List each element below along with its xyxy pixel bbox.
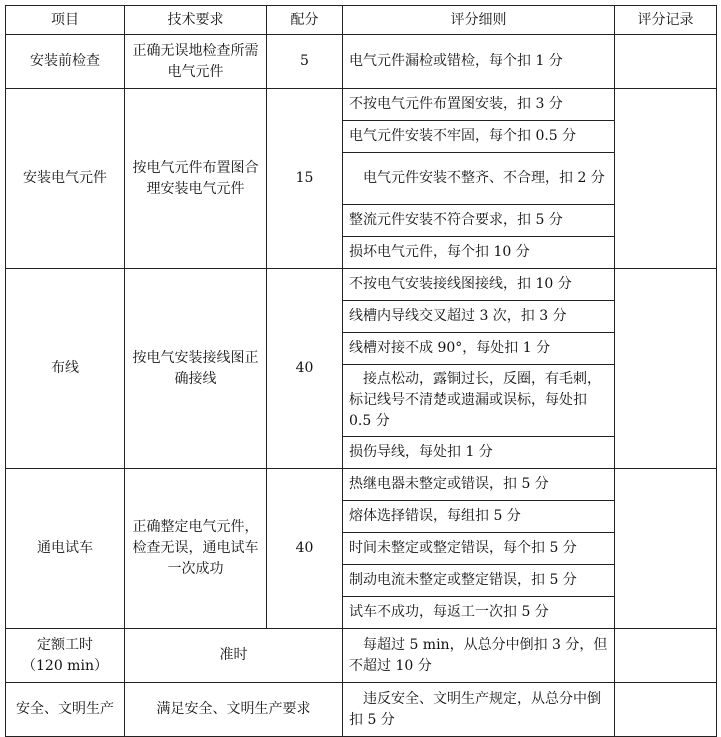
criteria-item: 损坏电气元件，每个扣 10 分 <box>343 237 615 269</box>
criteria-item: 损伤导线，每处扣 1 分 <box>343 437 615 469</box>
time-item-line2: （120 min） <box>22 657 108 674</box>
row-item: 安装前检查 <box>6 35 125 89</box>
row-score: 40 <box>267 469 343 629</box>
header-score: 配分 <box>267 6 343 35</box>
row-item: 通电试车 <box>6 469 125 629</box>
time-row-item <box>6 629 125 683</box>
criteria-item: 试车不成功，每返工一次扣 5 分 <box>343 597 615 629</box>
table-row <box>6 629 717 683</box>
row-score: 5 <box>267 35 343 89</box>
header-requirement: 技术要求 <box>125 6 267 35</box>
record-cell[interactable] <box>615 629 717 683</box>
safety-row-item: 安全、文明生产 <box>6 683 125 737</box>
table-row <box>6 269 717 301</box>
time-item-line1: 定额工时 <box>37 636 93 653</box>
row-requirement: 按电气安装接线图正确接线 <box>125 269 267 469</box>
safety-row-requirement: 满足安全、文明生产要求 <box>125 683 343 737</box>
criteria-item: 时间未整定或整定错误，每个扣 5 分 <box>343 533 615 565</box>
row-score: 40 <box>267 269 343 469</box>
table-row <box>6 89 717 121</box>
criteria-item: 不按电气安装接线图接线，扣 10 分 <box>343 269 615 301</box>
record-cell[interactable] <box>615 35 717 89</box>
scoring-table <box>5 5 717 737</box>
criteria-item: 热继电器未整定或错误，扣 5 分 <box>343 469 615 501</box>
record-cell[interactable] <box>615 469 717 629</box>
header-record: 评分记录 <box>615 6 717 35</box>
record-cell[interactable] <box>615 89 717 269</box>
criteria-item: 线槽内导线交叉超过 3 次，扣 3 分 <box>343 301 615 333</box>
criteria-item: 不按电气元件布置图安装，扣 3 分 <box>343 89 615 121</box>
criteria-item: 每超过 5 min，从总分中倒扣 3 分，但不超过 10 分 <box>343 629 615 683</box>
record-cell[interactable] <box>615 269 717 469</box>
criteria-item: 线槽对接不成 90°，每处扣 1 分 <box>343 333 615 365</box>
table-row <box>6 35 717 89</box>
table-row <box>6 683 717 737</box>
row-requirement: 按电气元件布置图合理安装电气元件 <box>125 89 267 269</box>
criteria-item: 电气元件安装不牢固，每个扣 0.5 分 <box>343 121 615 153</box>
table-row <box>6 469 717 501</box>
criteria-item: 整流元件安装不符合要求，扣 5 分 <box>343 205 615 237</box>
criteria-item: 接点松动，露铜过长，反圈，有毛刺，标记线号不清楚或遗漏或误标，每处扣 0.5 分 <box>343 365 615 437</box>
criteria-item: 制动电流未整定或整定错误，扣 5 分 <box>343 565 615 597</box>
criteria-item: 违反安全、文明生产规定，从总分中倒扣 5 分 <box>343 683 615 737</box>
row-requirement: 正确无误地检查所需电气元件 <box>125 35 267 89</box>
row-item: 布线 <box>6 269 125 469</box>
row-item: 安装电气元件 <box>6 89 125 269</box>
header-item: 项目 <box>6 6 125 35</box>
record-cell[interactable] <box>615 683 717 737</box>
criteria-item: 电气元件漏检或错检，每个扣 1 分 <box>343 35 615 89</box>
time-row-requirement: 准时 <box>125 629 343 683</box>
header-criteria: 评分细则 <box>343 6 615 35</box>
row-score: 15 <box>267 89 343 269</box>
criteria-item: 电气元件安装不整齐、不合理，扣 2 分 <box>343 153 615 205</box>
criteria-item: 熔体选择错误，每组扣 5 分 <box>343 501 615 533</box>
row-requirement: 正确整定电气元件，检查无误，通电试车一次成功 <box>125 469 267 629</box>
header-row <box>6 6 717 35</box>
